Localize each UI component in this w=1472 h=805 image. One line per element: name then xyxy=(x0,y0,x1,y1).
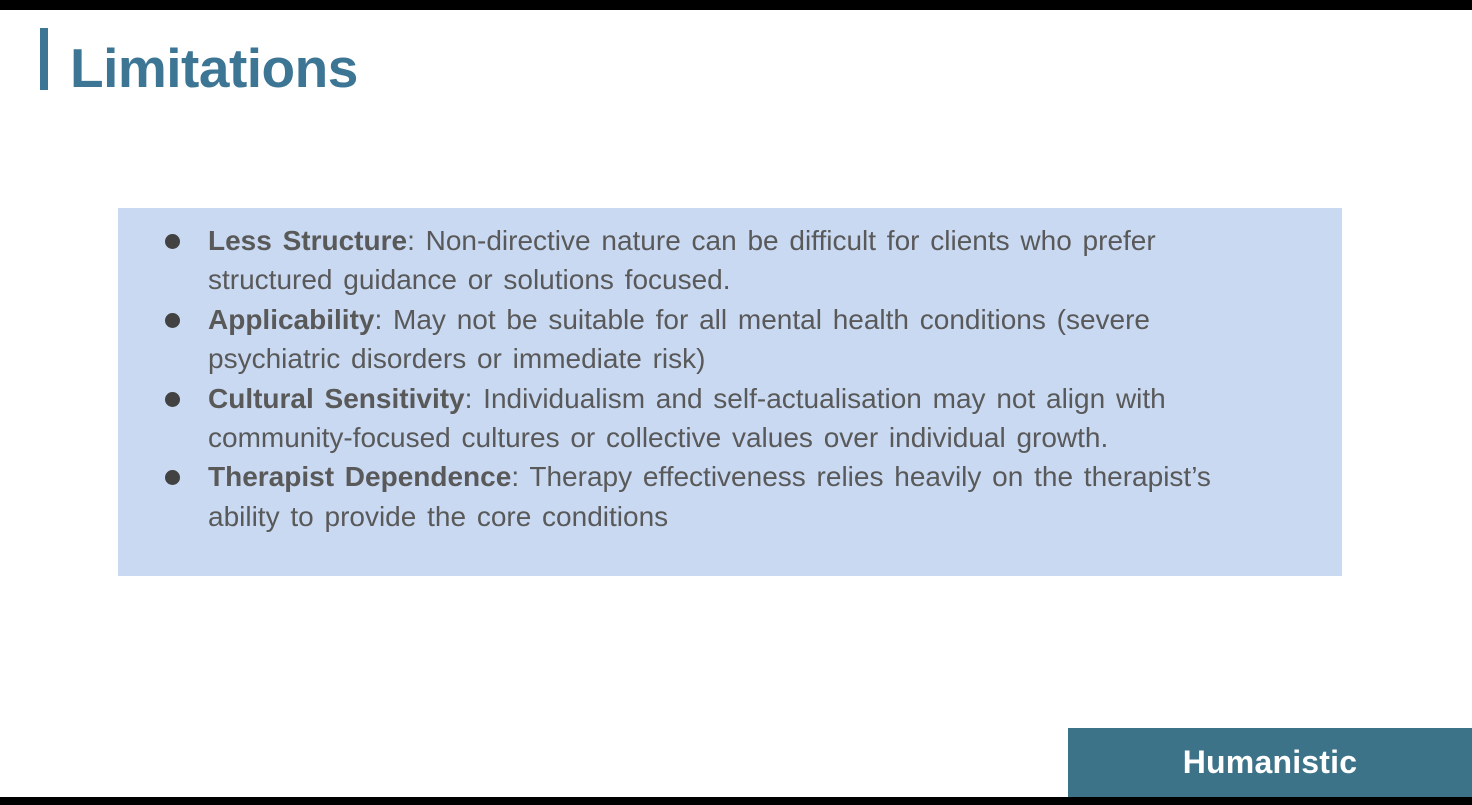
slide-title xyxy=(40,28,358,99)
bullet-lead: Applicability xyxy=(208,303,375,335)
bottom-border-strip xyxy=(0,797,1472,805)
bullet-rest: : May not be suitable for all mental health conditions (severe xyxy=(374,303,1150,335)
bullet-rest: : Therapy effectiveness relies heavily on the therapist’s xyxy=(511,461,1211,493)
bullet-line xyxy=(208,379,1166,418)
bullet-line: community-focused cultures or collective values over individual growth. xyxy=(208,422,1109,454)
bullet-rest: : Individualism and self-actualisation may not align with xyxy=(464,382,1166,414)
top-border-strip xyxy=(0,0,1472,10)
bullet-text xyxy=(208,300,1150,379)
bullet-text xyxy=(208,457,1211,536)
bullet-line xyxy=(208,300,1150,339)
bullet-rest: : Non-directive nature can be difficult for clients who prefer xyxy=(407,225,1156,256)
bullet-dot-icon xyxy=(165,470,180,485)
category-badge-label: Humanistic xyxy=(1182,744,1358,780)
list-item xyxy=(165,221,1318,300)
list-item xyxy=(165,457,1318,536)
bullet-line xyxy=(208,221,1156,260)
bullet-dot-icon xyxy=(165,313,180,328)
list-item xyxy=(165,379,1318,458)
bullet-lead: Therapist Dependence xyxy=(208,461,512,493)
bullet-lead: Cultural Sensitivity xyxy=(208,382,465,414)
bullet-lead: Less Structure xyxy=(208,225,408,256)
bullet-text xyxy=(208,221,1156,300)
bullet-list-box xyxy=(118,208,1342,576)
bullet-line: ability to provide the core conditions xyxy=(208,500,669,532)
page-title: Limitations xyxy=(70,37,358,99)
title-accent-bar xyxy=(40,28,48,90)
category-badge xyxy=(1068,728,1472,797)
list-item xyxy=(165,300,1318,379)
bullet-line: structured guidance or solutions focused. xyxy=(208,264,731,296)
bullet-dot-icon xyxy=(165,234,180,249)
bullet-text xyxy=(208,379,1166,458)
bullet-dot-icon xyxy=(165,392,180,407)
bullet-line xyxy=(208,457,1211,496)
bullet-line: psychiatric disorders or immediate risk) xyxy=(208,343,706,375)
